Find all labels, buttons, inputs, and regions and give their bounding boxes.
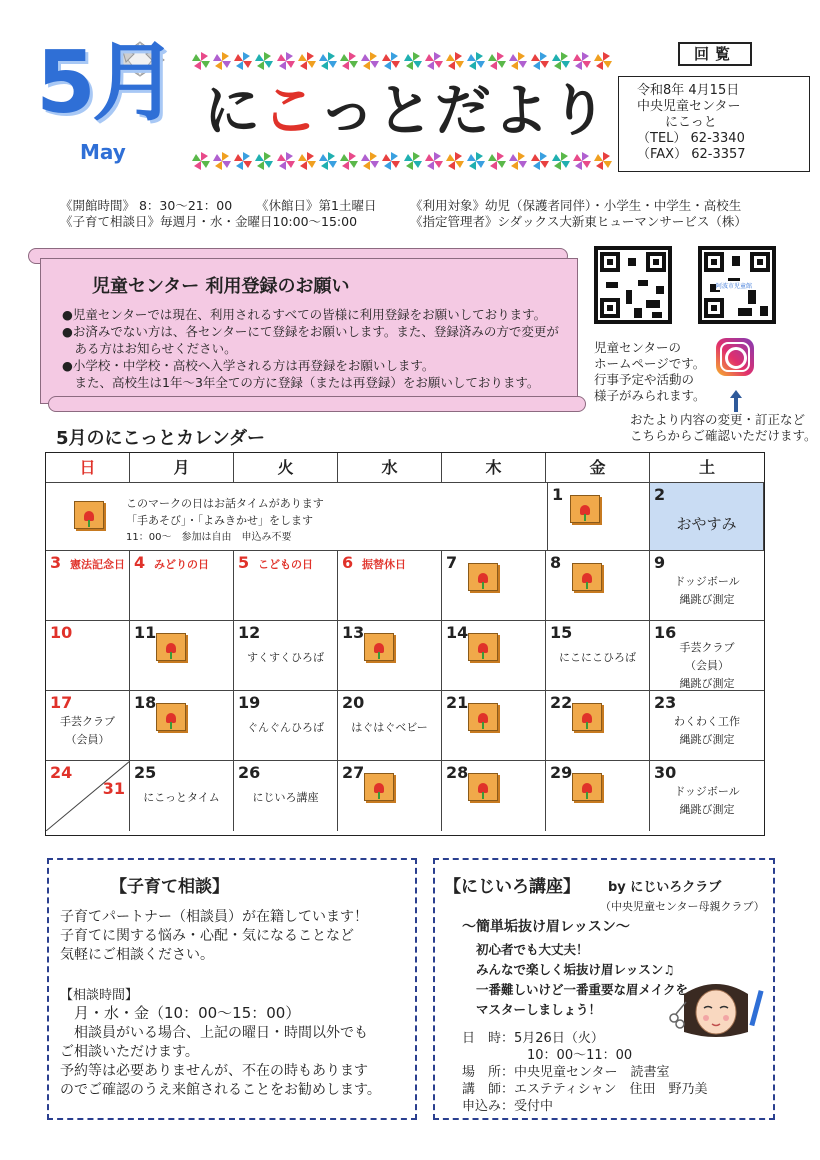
legend-line-1: このマークの日はお話タイムがあります [126, 497, 324, 510]
weekday-header: 土 [650, 453, 764, 483]
pinwheel-icon [425, 52, 443, 70]
pinwheel-icon [192, 152, 210, 170]
day-number: 6 [342, 553, 354, 572]
legend-line-3: 11：00～ 参加は自由 申込み不要 [126, 532, 292, 543]
day-number: 11 [134, 623, 157, 642]
pinwheel-icon [298, 52, 316, 70]
calendar-day-29[interactable] [546, 761, 650, 831]
picture-book-icon [570, 495, 600, 523]
picture-book-icon [468, 563, 498, 591]
calendar-day-10[interactable] [46, 621, 130, 691]
event-label: はぐはぐベビー [351, 721, 428, 734]
day-number-31: 31 [102, 779, 125, 798]
picture-book-icon [572, 773, 602, 801]
consult-title: 【子育て相談】 [110, 877, 229, 897]
calendar-day-30[interactable] [650, 761, 764, 831]
event-label: 縄跳び測定 [679, 677, 735, 690]
calendar-grid [45, 452, 765, 836]
weekday-header: 火 [234, 453, 338, 483]
contact-box [618, 76, 810, 172]
pinwheel-icon [361, 152, 379, 170]
pinwheel-icon [234, 152, 252, 170]
day-number: 27 [342, 763, 365, 782]
picture-book-icon [572, 563, 602, 591]
pinwheel-icon [531, 152, 549, 170]
event-label: （会員） [65, 733, 110, 746]
day-number: 4 [134, 553, 146, 572]
calendar-day-4[interactable] [130, 551, 234, 621]
picture-book-icon [364, 773, 394, 801]
pinwheel-icon [467, 52, 485, 70]
qr-label: 阿波市児童館 [716, 283, 753, 290]
day-number: 10 [50, 623, 73, 642]
holiday-label: こどもの日 [258, 558, 313, 571]
nijiiro-club: （中央児童センター母親クラブ） [600, 900, 765, 913]
closed-day: 《休館日》第1土曜日 [256, 198, 377, 213]
issue-date: 令和8年 4月15日 [637, 83, 740, 98]
day-number: 19 [238, 693, 261, 712]
homepage-description: 児童センターの ホームページです。 行事予定や活動の 様子がみられます。 [594, 340, 706, 403]
pinwheel-icon [234, 52, 252, 70]
pinwheel-icon [340, 52, 358, 70]
nijiiro-subtitle: ～簡単垢抜け眉レッスン～ [462, 919, 630, 935]
calendar-day-17[interactable] [46, 691, 130, 761]
day-number: 14 [446, 623, 469, 642]
event-label: ドッジボール [674, 785, 740, 798]
day-number: 9 [654, 553, 666, 572]
pinwheel-icon [277, 52, 295, 70]
event-label: 縄跳び測定 [679, 593, 735, 606]
day-number: 17 [50, 693, 73, 712]
eligible-users: 《利用対象》幼児（保護者同伴）・小学生・中学生・高校生 [410, 198, 742, 213]
event-label: 手芸クラブ [60, 715, 115, 728]
calendar-day-3[interactable] [46, 551, 130, 621]
circulation-stamp: 回覧 [678, 42, 752, 66]
pinwheel-icon [213, 152, 231, 170]
pinwheel-icon [382, 52, 400, 70]
pinwheel-icon [467, 152, 485, 170]
calendar-day-24[interactable] [46, 761, 130, 831]
pinwheel-icon [361, 52, 379, 70]
pinwheel-icon [552, 152, 570, 170]
split-diagonal [46, 761, 130, 831]
registration-title: 児童センター 利用登録のお願い [92, 276, 350, 297]
event-label: にこにこひろば [559, 651, 636, 664]
legend-line-2: 「手あそび」・「よみきかせ」をします [126, 514, 313, 527]
fax: （FAX） 62-3357 [637, 147, 746, 162]
pinwheel-icon [594, 52, 612, 70]
picture-book-icon [468, 703, 498, 731]
day-number: 25 [134, 763, 157, 782]
pinwheel-icon [446, 152, 464, 170]
pinwheel-icon [573, 52, 591, 70]
calendar-day-21[interactable] [442, 691, 546, 761]
weekday-header: 月 [130, 453, 234, 483]
weekday-header: 金 [546, 453, 650, 483]
pinwheel-icon [488, 152, 506, 170]
day-number: 23 [654, 693, 677, 712]
pinwheel-row-top [192, 52, 612, 74]
consult-time: 月・水・金（10：00～15：00） [74, 1004, 301, 1022]
nijiiro-details: 日 時：5月26日（火） 10：00～11：00 場 所：中央児童センター 読書室 講 師：エステティシャン 住田 野乃美 申込み：受付中 [462, 1031, 708, 1114]
event-label: にじいろ講座 [252, 791, 319, 804]
event-label: 手芸クラブ [679, 641, 735, 654]
calendar-day-25[interactable] [130, 761, 234, 831]
calendar-day-20[interactable] [338, 691, 442, 761]
registration-body: ●児童センターでは現在、利用されるすべての皆様に利用登録をお願いしております。 ●お済みでない方は、各センターにて登録をお願いします。また、登録済みの方で変更が ある方はお知らせください。 ●小学校・中学校・高校へ入学される方は再登録をお願いします。 また、高校生は1年～3年全ての方に登録（または再登録）をお願いしております。 [62, 307, 559, 390]
event-label: ぐんぐんひろば [247, 721, 324, 734]
day-number: 8 [550, 553, 562, 572]
day-number: 12 [238, 623, 261, 642]
pinwheel-icon [213, 52, 231, 70]
closed-label: おやすみ [676, 515, 737, 533]
holiday-label: 憲法記念日 [70, 558, 125, 571]
weekday-header: 水 [338, 453, 442, 483]
day-number: 18 [134, 693, 157, 712]
pinwheel-icon [319, 152, 337, 170]
day-number: 5 [238, 553, 250, 572]
pinwheel-icon [255, 52, 273, 70]
pinwheel-icon [319, 52, 337, 70]
event-label: すくすくひろば [247, 651, 324, 664]
arrow-up-icon [730, 390, 740, 412]
picture-book-icon [156, 703, 186, 731]
designated-manager: 《指定管理者》シダックス大新東ヒューマンサービス（株） [410, 214, 747, 229]
calendar-day-11[interactable] [130, 621, 234, 691]
pinwheel-icon [298, 152, 316, 170]
pinwheel-icon [446, 52, 464, 70]
calendar-day-8[interactable] [546, 551, 650, 621]
nijiiro-title: 【にじいろ講座】 [444, 877, 580, 897]
homepage-qr-code[interactable] [594, 246, 672, 324]
story-time-legend [46, 483, 548, 551]
event-label: 縄跳び測定 [679, 803, 735, 816]
calendar-day-23[interactable] [650, 691, 764, 761]
calendar-day-2[interactable]: 2 おやすみ [650, 483, 764, 551]
day-number: 28 [446, 763, 469, 782]
calendar-day-28[interactable] [442, 761, 546, 831]
day-number: 30 [654, 763, 677, 782]
calendar-day-27[interactable] [338, 761, 442, 831]
pinwheel-icon [255, 152, 273, 170]
picture-book-icon [468, 773, 498, 801]
opening-hours: 《開館時間》 8：30～21：00 [60, 198, 233, 213]
pinwheel-icon [382, 152, 400, 170]
day-number: 26 [238, 763, 261, 782]
pinwheel-icon [488, 52, 506, 70]
month-number: 5月 [36, 33, 174, 133]
instagram-qr-code[interactable] [698, 246, 776, 324]
pinwheel-icon [509, 52, 527, 70]
day-number: 13 [342, 623, 365, 642]
picture-book-icon [74, 501, 104, 529]
day-number: 3 [50, 553, 62, 572]
event-label: 縄跳び測定 [679, 733, 735, 746]
calendar-day-14[interactable] [442, 621, 546, 691]
calendar-day-15[interactable] [546, 621, 650, 691]
weekday-header: 日 [46, 453, 130, 483]
consultation-days: 《子育て相談日》毎週月・水・金曜日10:00～15:00 [60, 214, 358, 229]
day-number: 16 [654, 623, 677, 642]
weekday-header: 木 [442, 453, 546, 483]
calendar-day-19[interactable] [234, 691, 338, 761]
calendar-day-13[interactable] [338, 621, 442, 691]
consult-intro: 子育てパートナー（相談員）が在籍しています！ 子育てに関する悩み・心配・気になることなど 気軽にご相談ください。 [60, 909, 368, 963]
pinwheel-icon [573, 152, 591, 170]
picture-book-icon [572, 703, 602, 731]
calendar-day-6[interactable] [338, 551, 442, 621]
pinwheel-row-bottom [192, 152, 612, 174]
picture-book-icon [468, 633, 498, 661]
picture-book-icon [156, 633, 186, 661]
holiday-label: みどりの日 [154, 558, 209, 571]
pinwheel-icon [594, 152, 612, 170]
center-name: 中央児童センター [637, 99, 741, 114]
holiday-label: 振替休日 [362, 558, 406, 571]
day-number: 24 [50, 763, 73, 782]
day-number: 22 [550, 693, 573, 712]
pinwheel-icon [404, 152, 422, 170]
phone: （TEL） 62-3340 [637, 131, 745, 146]
pinwheel-icon [509, 152, 527, 170]
pinwheel-icon [404, 52, 422, 70]
consult-time-title: 【相談時間】 [60, 988, 139, 1003]
calendar-title: 5月のにこっとカレンダー [56, 428, 265, 449]
calendar-day-5[interactable] [234, 551, 338, 621]
instagram-icon[interactable] [716, 338, 754, 376]
calendar-day-22[interactable] [546, 691, 650, 761]
newsletter-title: にこっとだより [204, 79, 609, 144]
consult-notes: 相談員がいる場合、上記の曜日・時間以外でも ご相談いただけます。 予約等は必要ありませんが、不在の時もあります のでご確認のうえ来館されることをお勧めします。 [60, 1025, 381, 1098]
correction-note: おたより内容の変更・訂正など こちらからご確認いただけます。 [630, 412, 817, 443]
calendar-day-12[interactable] [234, 621, 338, 691]
day-number: 29 [550, 763, 573, 782]
day-number: 20 [342, 693, 365, 712]
calendar-day-16[interactable] [650, 621, 764, 691]
pinwheel-icon [531, 52, 549, 70]
pinwheel-icon [425, 152, 443, 170]
month-english: May [80, 140, 126, 164]
day-number: 7 [446, 553, 458, 572]
nijiiro-description: 初心者でも大丈夫！ みんなで楽しく垢抜け眉レッスン♫ 一番難しいけど一番重要な眉メイクを マスターしましょう！ [476, 942, 689, 1017]
event-label: ドッジボール [674, 575, 740, 588]
pinwheel-icon [277, 152, 295, 170]
event-label: にこっとタイム [143, 791, 220, 804]
nijiiro-by: by にじいろクラブ [608, 880, 722, 895]
pinwheel-icon [552, 52, 570, 70]
calendar-day-26[interactable] [234, 761, 338, 831]
center-nickname: にこっと [665, 115, 717, 130]
scroll-bottom-roll [48, 396, 586, 412]
day-number: 21 [446, 693, 469, 712]
calendar-day-7[interactable] [442, 551, 546, 621]
calendar-day-1[interactable]: 1 [548, 483, 650, 551]
calendar-day-18[interactable] [130, 691, 234, 761]
pinwheel-icon [340, 152, 358, 170]
calendar-day-9[interactable] [650, 551, 764, 621]
pinwheel-icon [192, 52, 210, 70]
picture-book-icon [364, 633, 394, 661]
event-label: （会員） [685, 659, 729, 672]
day-number: 15 [550, 623, 573, 642]
event-label: わくわく工作 [674, 715, 740, 728]
